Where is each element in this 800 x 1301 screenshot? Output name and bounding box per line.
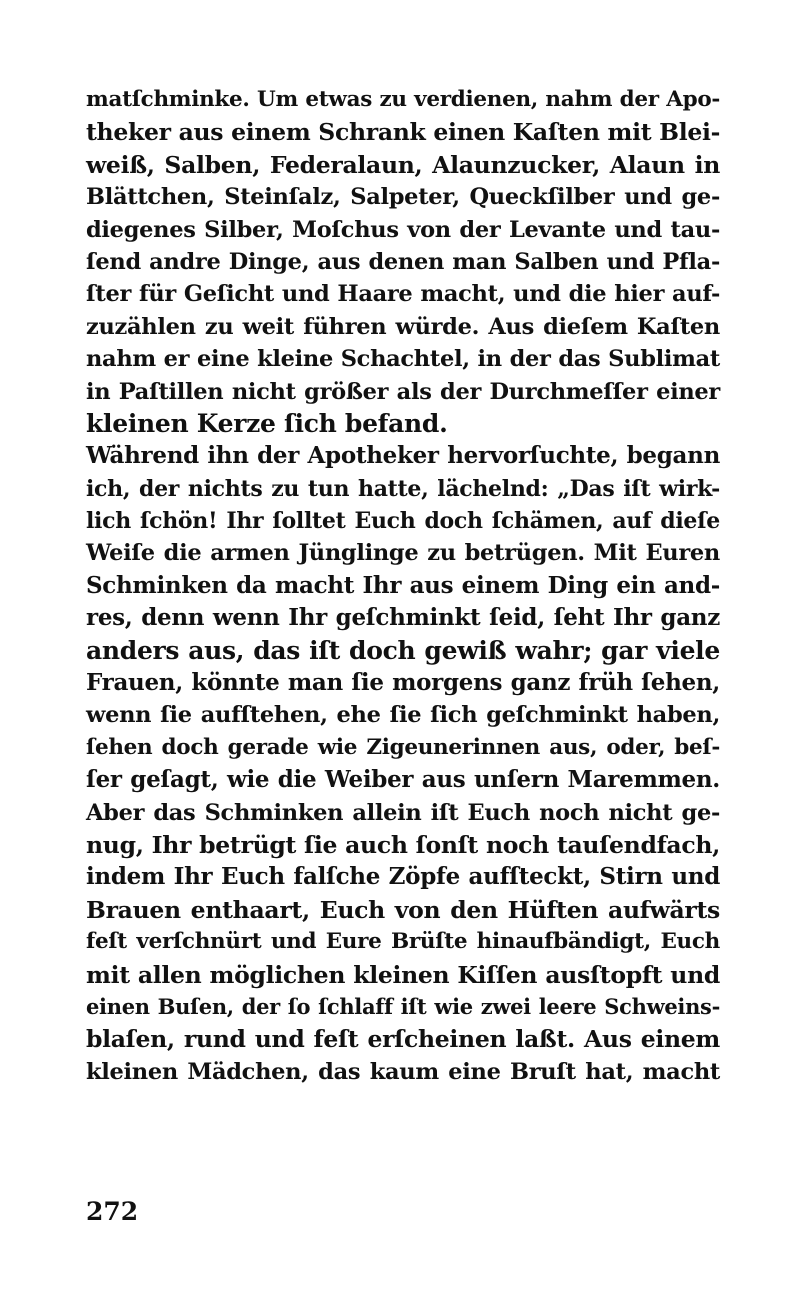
text-line-16: Schminken da macht Ihr aus einem Ding ein and- [86,571,720,599]
text-line-24: nug, Ihr betrügt ſie auch ſonſt noch tauſendfach, [86,830,720,859]
text-line-1: matſchminke. Um etwas zu verdienen, nahm der Apo- [86,87,720,112]
text-line-9: nahm er eine kleine Schachtel, in der das Sublimat [86,346,720,373]
text-line-8: zuzählen zu weit führen würde. Aus dieſem Kaſten [86,313,720,340]
text-line-31: kleinen Mädchen, das kaum eine Bruſt hat, macht [86,1058,720,1085]
text-line-14: lich ſchön! Ihr ſolltet Euch doch ſchämen, auf dieſe [86,508,720,535]
text-line-23: Aber das Schminken allein iſt Euch noch nicht ge- [86,799,720,826]
text-line-15: Weiſe die armen Jünglinge zu betrügen. Mit Euren [86,540,720,567]
text-line-3: weiß, Salben, Federalaun, Alaunzucker, Alaun in [86,150,720,179]
text-line-7: ſter für Geſicht und Haare macht, und die hier auf- [86,281,720,308]
text-line-11: kleinen Kerze ſich befand. [86,408,448,438]
text-line-25: indem Ihr Euch falſche Zöpfe aufſteckt, Stirn und [86,863,720,891]
text-line-10: in Paſtillen nicht größer als der Durchmeſſer einer [86,378,720,405]
text-line-29: einen Buſen, der ſo ſchlaff iſt wie zwei leere Schweins- [86,993,720,1019]
text-line-20: wenn ſie aufſtehen, ehe ſie ſich geſchminkt haben, [86,702,720,729]
text-line-18: anders aus, das iſt doch gewiß wahr; gar viele [86,635,720,665]
text-line-13: ich, der nichts zu tun hatte, lächelnd: „Das iſt wirk- [86,475,720,502]
page-number: 272 [86,1197,139,1226]
text-line-2: theker aus einem Schrank einen Kaſten mit Blei- [86,118,721,147]
text-line-19: Frauen, könnte man ſie morgens ganz früh ſehen, [86,669,720,697]
text-line-26: Brauen enthaart, Euch von den Hüften aufwärts [86,895,720,924]
text-line-30: blaſen, rund und feſt erſcheinen laßt. Aus einem [86,1025,720,1054]
text-line-4: Blättchen, Steinſalz, Salpeter, Queckſilber und ge- [86,184,720,211]
text-line-21: ſehen doch gerade wie Zigeunerinnen aus, oder, beſ- [86,734,720,760]
text-line-27: feſt verſchnürt und Eure Brüſte hinaufbändigt, Euch [86,929,720,955]
text-line-12: Während ihn der Apotheker hervorſuchte, begann [86,442,720,470]
text-line-28: mit allen möglichen kleinen Kiſſen ausſtopft und [86,960,720,989]
text-line-17: res, denn wenn Ihr geſchminkt ſeid, ſeht Ihr ganz [86,604,720,632]
text-line-5: diegenes Silber, Moſchus von der Levante und tau- [86,216,720,243]
text-line-6: ſend andre Dinge, aus denen man Salben und Pfla- [86,248,720,275]
text-line-22: ſer geſagt, wie die Weiber aus unſern Maremmen. [86,766,720,794]
page-text [86,84,720,1088]
